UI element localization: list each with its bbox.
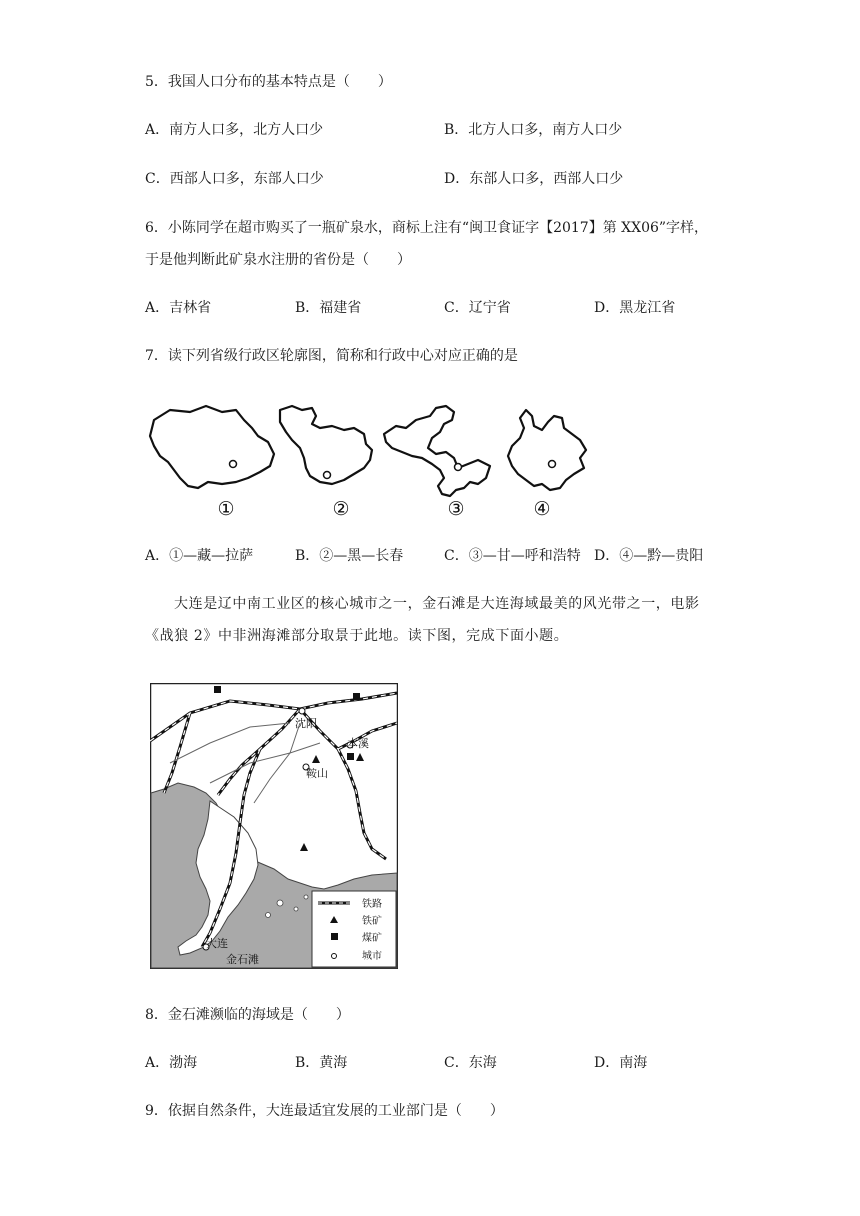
- passage-line1: 大连是辽中南工业区的核心城市之一，金石滩是大连海域最美的风光带之一，电影: [174, 596, 700, 612]
- q8-option-a: A．渤海: [145, 1055, 198, 1071]
- q8-option-c: C．东海: [444, 1055, 497, 1071]
- shape-label-2: ②: [332, 498, 350, 520]
- province-outlines-figure: [140, 398, 620, 523]
- q8-stem: 8．金石滩濒临的海域是（ ）: [145, 1007, 350, 1023]
- passage-line2: 《战狼 2》中非洲海滩部分取景于此地。读下图，完成下面小题。: [145, 628, 569, 644]
- city-label-benxi: 本溪: [347, 737, 369, 750]
- q7-option-a: A．①—藏—拉萨: [145, 548, 254, 564]
- q7-option-d: D．④—黔—贵阳: [594, 548, 704, 564]
- province-outline-2: [280, 406, 372, 484]
- liaodong-map: [150, 683, 398, 969]
- q5-stem: 5．我国人口分布的基本特点是（ ）: [145, 74, 392, 90]
- q6-option-a: A．吉林省: [145, 300, 212, 316]
- q6-option-d: D．黑龙江省: [594, 300, 676, 316]
- q5-option-d: D．东部人口多，西部人口少: [444, 171, 624, 187]
- legend-railway: 铁路: [362, 899, 382, 910]
- shape-label-3: ③: [447, 498, 465, 520]
- city-label-dalian: 大连: [206, 937, 228, 950]
- q8-option-d: D．南海: [594, 1055, 648, 1071]
- q6-stem-line2: 于是他判断此矿泉水注册的省份是（ ）: [145, 252, 411, 268]
- city-label-jinshitan: 金石滩: [226, 953, 259, 966]
- legend-iron: 铁矿: [362, 916, 382, 927]
- legend-city: 城市: [362, 951, 382, 962]
- q6-option-b: B．福建省: [295, 300, 362, 316]
- province-outline-1: [150, 406, 274, 488]
- province-outline-4: [508, 410, 586, 490]
- q8-option-b: B．黄海: [295, 1055, 348, 1071]
- q7-option-c: C．③—甘—呼和浩特: [444, 548, 581, 564]
- q7-option-b: B．②—黑—长春: [295, 548, 404, 564]
- shape-label-1: ①: [217, 498, 235, 520]
- q9-stem: 9．依据自然条件，大连最适宜发展的工业部门是（ ）: [145, 1103, 504, 1119]
- province-outline-3: [384, 406, 490, 496]
- shape-label-4: ④: [533, 498, 551, 520]
- city-label-anshan: 鞍山: [306, 767, 328, 780]
- map-legend: [312, 891, 396, 967]
- q6-option-c: C．辽宁省: [444, 300, 511, 316]
- city-label-shenyang: 沈阳: [295, 717, 317, 730]
- q6-stem-line1: 6．小陈同学在超市购买了一瓶矿泉水，商标上注有“闽卫食证字【2017】第 XX06”字样，: [145, 220, 709, 236]
- q5-option-a: A．南方人口多，北方人口少: [145, 122, 324, 138]
- q5-option-b: B．北方人口多，南方人口少: [444, 122, 623, 138]
- legend-coal: 煤矿: [362, 933, 382, 944]
- q5-option-c: C．西部人口多，东部人口少: [145, 171, 324, 187]
- q7-stem: 7．读下列省级行政区轮廓图，简称和行政中心对应正确的是: [145, 348, 518, 364]
